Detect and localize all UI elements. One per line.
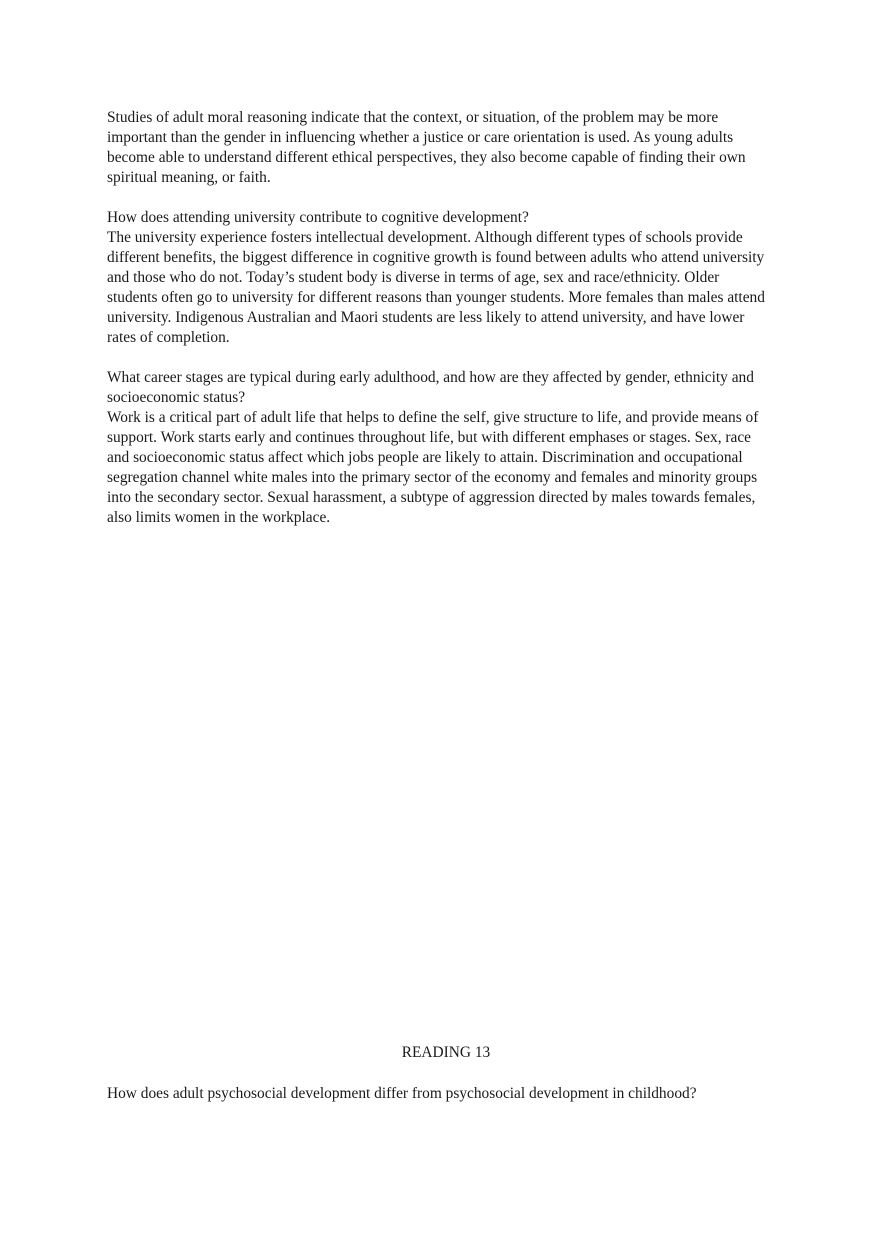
- answer-university: The university experience fosters intellectual development. Although different types of schools provide different benefits, the biggest difference in cognitive growth is found between adults who attend university and those who do not. Today’s student body is diverse in terms of age, sex and race/ethnicity. Older students often go to university for different reasons than younger students. More females than males attend university. Indigenous Australian and Maori students are less likely to attend university, and have lower rates of completion.: [107, 229, 765, 346]
- question-career: What career stages are typical during early adulthood, and how are they affected by gender, ethnicity and socioeconomic status?: [107, 369, 754, 406]
- reading-title: READING 13: [401, 1044, 491, 1061]
- question-psychosocial: How does adult psychosocial development differ from psychosocial development in childhood?: [107, 1085, 697, 1102]
- question-university: How does attending university contribute to cognitive development?: [107, 209, 529, 226]
- paragraph-gap: [107, 188, 767, 208]
- body-text: [107, 108, 767, 528]
- paragraph-moral-reasoning: Studies of adult moral reasoning indicate that the context, or situation, of the problem may be more important than the gender in influencing whether a justice or care orientation is used. As young adults become able to understand different ethical perspectives, they also become capable of finding their own spiritual meaning, or faith.: [107, 109, 746, 186]
- paragraph-gap: [107, 348, 767, 368]
- answer-career: Work is a critical part of adult life that helps to define the self, give structure to life, and provide means of support. Work starts early and continues throughout life, but with different emphases or stages. Sex, race and socioeconomic status affect which jobs people are likely to attain. Discrimination and occupational segregation channel white males into the primary sector of the economy and females and minority groups into the secondary sector. Sexual harassment, a subtype of aggression directed by males towards females, also limits women in the workplace.: [107, 409, 759, 526]
